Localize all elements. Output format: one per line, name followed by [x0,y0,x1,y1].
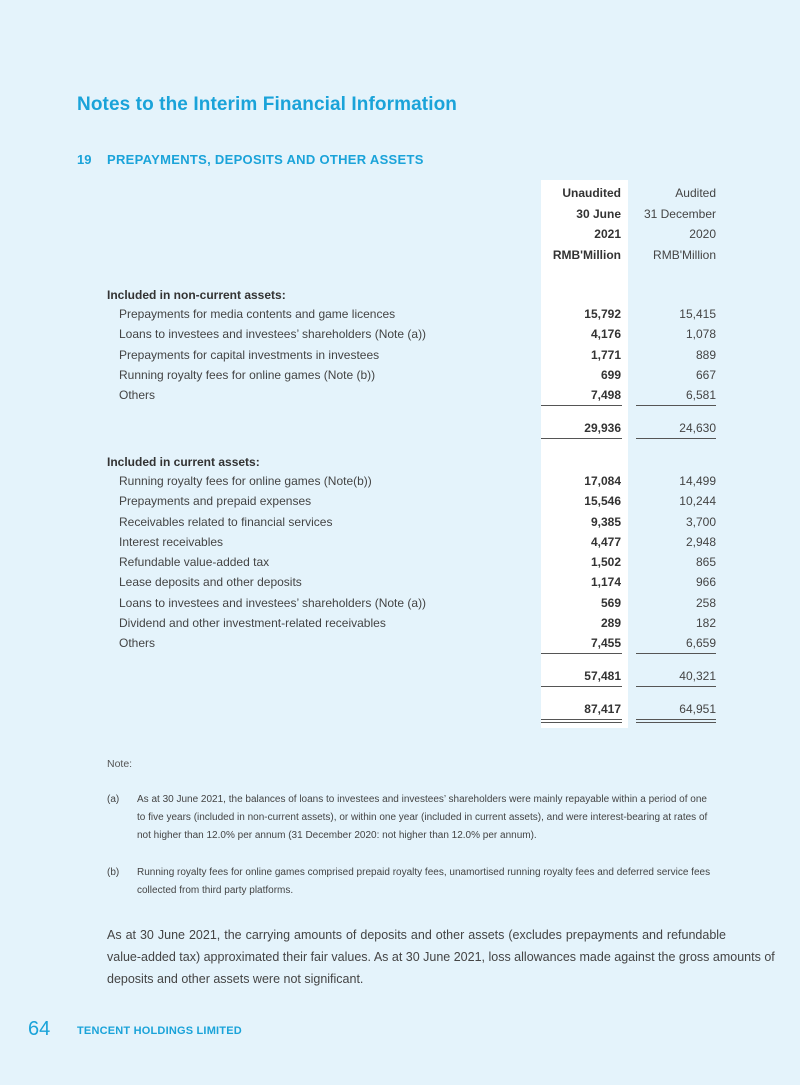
body-paragraph-line: deposits and other assets were not significant. [107,972,364,986]
row-label: Lease deposits and other deposits [119,575,302,589]
double-rule-top-2021 [541,719,622,720]
row-value-2021: 699 [600,368,621,382]
double-rule-bottom-2020 [636,722,716,723]
row-value-2020: 6,581 [685,388,716,402]
row-value-2020: 6,659 [685,636,716,650]
row-value-2021: 1,771 [590,348,621,362]
note-a-marker: (a) [107,794,120,805]
table-row [0,368,800,384]
total-rule-2021 [541,686,622,687]
table-row [0,494,800,510]
subtotal-rule-2021 [541,653,622,654]
row-value-2021: 9,385 [590,515,621,529]
table-row [0,327,800,343]
current-assets-heading: Included in current assets: [107,455,260,469]
table-row [0,555,800,571]
non-current-total-2020: 24,630 [679,421,716,435]
row-label: Running royalty fees for online games (Note (b)) [119,368,376,382]
grand-total-2020: 64,951 [679,702,716,716]
page-title: Notes to the Interim Financial Information [77,94,458,115]
current-total-2021: 57,481 [584,669,621,683]
note-a-line: not higher than 12.0% per annum (31 December 2020: not higher than 12.0% per annum). [137,830,537,841]
section-title: PREPAYMENTS, DEPOSITS AND OTHER ASSETS [107,152,424,167]
row-value-2020: 2,948 [685,535,716,549]
page-number: 64 [28,1018,51,1040]
notes-heading: Note: [107,758,133,770]
row-label: Others [119,636,156,650]
table-row [0,636,800,652]
row-label: Receivables related to financial services [119,515,333,529]
body-paragraph-line: value-added tax) approximated their fair values. As at 30 June 2021, loss allowances made against the gross amounts of [107,950,775,964]
row-label: Loans to investees and investees’ shareholders (Note (a)) [119,327,427,341]
row-label: Dividend and other investment-related receivables [119,616,386,630]
grand-total-row [0,702,800,718]
note-b-line: Running royalty fees for online games comprised prepaid royalty fees, unamortised running royalty fees and deferred service fees [137,867,711,878]
col1-header-year: 2021 [594,227,621,241]
row-label: Loans to investees and investees’ shareholders (Note (a)) [119,596,427,610]
row-value-2021: 15,546 [584,494,621,508]
total-rule-2020 [636,438,716,439]
current-total-row [0,669,800,685]
row-value-2021: 7,498 [590,388,621,402]
col2-header-status: Audited [675,186,716,200]
grand-total-2021: 87,417 [584,702,621,716]
subtotal-rule-2020 [636,405,716,406]
table-row [0,616,800,632]
double-rule-bottom-2021 [541,722,622,723]
non-current-total-2021: 29,936 [584,421,621,435]
row-value-2020: 1,078 [685,327,716,341]
double-rule-top-2020 [636,719,716,720]
row-label: Prepayments and prepaid expenses [119,494,312,508]
subtotal-rule-2020 [636,653,716,654]
row-value-2020: 889 [695,348,716,362]
row-value-2021: 1,502 [590,555,621,569]
row-value-2020: 3,700 [685,515,716,529]
row-value-2020: 182 [695,616,716,630]
section-number: 19 [77,152,92,167]
row-label: Prepayments for media contents and game licences [119,307,396,321]
note-a-line: As at 30 June 2021, the balances of loans to investees and investees’ shareholders were mainly repayable within a period of one [137,794,707,805]
table-row [0,307,800,323]
row-value-2020: 966 [695,575,716,589]
row-label: Prepayments for capital investments in investees [119,348,380,362]
table-row [0,348,800,364]
note-b-line: collected from third party platforms. [137,885,294,896]
row-value-2021: 7,455 [590,636,621,650]
current-total-2020: 40,321 [679,669,716,683]
col1-header-date: 30 June [576,207,621,221]
non-current-assets-heading: Included in non-current assets: [107,288,286,302]
col1-header-status: Unaudited [562,186,621,200]
total-rule-2021 [541,438,622,439]
row-value-2021: 17,084 [584,474,621,488]
col2-header-unit: RMB'Million [653,248,716,262]
col1-header-unit: RMB'Million [552,248,621,262]
row-value-2021: 4,477 [590,535,621,549]
row-label: Running royalty fees for online games (Note(b)) [119,474,372,488]
table-row [0,515,800,531]
table-row [0,388,800,404]
note-b-marker: (b) [107,867,120,878]
company-name: TENCENT HOLDINGS LIMITED [77,1025,242,1037]
row-label: Refundable value-added tax [119,555,270,569]
row-value-2021: 4,176 [590,327,621,341]
total-rule-2020 [636,686,716,687]
table-row [0,575,800,591]
table-row [0,474,800,490]
row-value-2021: 15,792 [584,307,621,321]
table-row [0,596,800,612]
col2-header-year: 2020 [689,227,716,241]
row-value-2021: 569 [600,596,621,610]
row-label: Interest receivables [119,535,224,549]
row-value-2020: 15,415 [679,307,716,321]
row-value-2020: 667 [695,368,716,382]
row-label: Others [119,388,156,402]
col2-header-date: 31 December [643,207,716,221]
row-value-2020: 10,244 [679,494,716,508]
note-a-line: to five years (included in non-current assets), or within one year (included in current assets), and were interest-bearing at rates of [137,812,708,823]
row-value-2021: 1,174 [590,575,621,589]
row-value-2020: 865 [695,555,716,569]
body-paragraph-line: As at 30 June 2021, the carrying amounts of deposits and other assets (excludes prepayments and refundable [107,928,726,942]
non-current-total-row [0,421,800,437]
row-value-2020: 258 [695,596,716,610]
subtotal-rule-2021 [541,405,622,406]
table-row [0,535,800,551]
row-value-2021: 289 [600,616,621,630]
row-value-2020: 14,499 [679,474,716,488]
